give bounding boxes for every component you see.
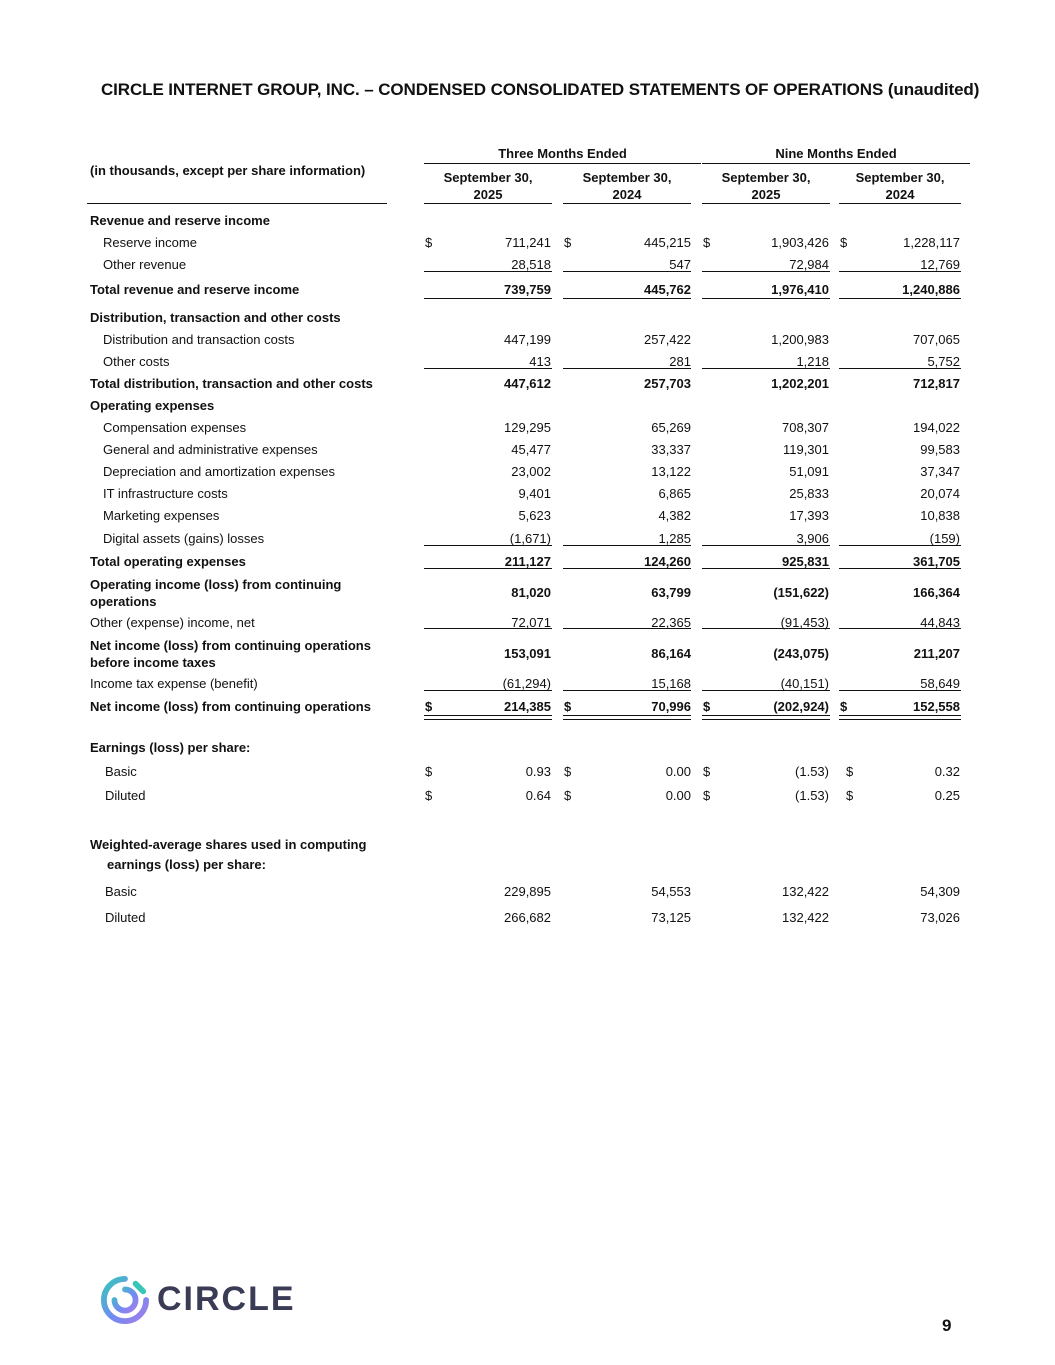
row-label: Operating income (loss) from continuing operations [90,577,342,609]
table-cell: 739,759 [504,282,551,297]
table-cell: 12,769 [920,257,960,272]
table-cell: 925,831 [782,554,829,569]
table-cell: 0.93 [525,764,551,779]
table-cell: 712,817 [913,376,960,391]
table-cell: (1.53) [795,788,829,803]
table-cell: 63,799 [651,585,691,600]
row-label: Depreciation and amortization expenses [103,464,335,479]
row-label: Digital assets (gains) losses [103,531,265,546]
underline-rule [839,719,961,720]
table-cell: 708,307 [782,420,829,435]
header-rule-col1 [424,203,552,204]
underline-rule [424,628,552,629]
table-cell: 1,228,117 [903,235,960,250]
table-cell: 25,833 [789,486,829,501]
table-cell: (159) [929,531,960,546]
table-cell: 1,976,410 [771,282,829,297]
underline-rule [424,368,552,369]
row-label: Operating expenses [90,398,215,413]
period-group-nine-months: Nine Months Ended [775,146,897,161]
currency-symbol: $ [840,699,848,714]
table-cell: 153,091 [504,646,551,661]
underline-rule [702,545,830,546]
period-group-three-months: Three Months Ended [498,146,627,161]
table-cell: 58,649 [920,676,960,691]
table-cell: 445,215 [644,235,691,250]
underline-rule [424,271,552,272]
row-label: Diluted [105,788,146,803]
row-label: Other (expense) income, net [90,615,255,630]
table-cell: 129,295 [504,420,551,435]
table-cell: 211,127 [504,554,551,569]
underline-rule [702,298,830,299]
underline-rule [839,690,961,691]
currency-symbol: $ [425,699,433,714]
group-rule-three-months [424,163,701,164]
underline-rule [424,715,552,716]
underline-rule [702,568,830,569]
table-row [0,461,1055,483]
table-cell: 257,703 [644,376,691,391]
row-label: Compensation expenses [103,420,247,435]
page-title: CIRCLE INTERNET GROUP, INC. – CONDENSED CONSOLIDATED STATEMENTS OF OPERATIONS (unaudited) [101,80,980,99]
underline-rule [563,368,691,369]
table-row [0,483,1055,505]
table-row [0,329,1055,351]
table-cell: 1,903,426 [771,235,829,250]
table-cell: 413 [529,354,551,369]
currency-symbol: $ [425,788,433,803]
table-cell: 132,422 [782,910,829,925]
table-cell: (1,671) [509,531,551,546]
currency-symbol: $ [564,699,572,714]
table-row [0,577,1055,609]
row-label: Total operating expenses [90,554,246,569]
underline-rule [839,628,961,629]
table-row [0,307,1055,329]
column-header-9m-2024: September 30, 2024 [855,170,945,202]
currency-symbol: $ [703,764,711,779]
table-cell: 0.00 [665,764,691,779]
row-label: Basic [105,884,137,899]
underline-rule [563,271,691,272]
table-cell: 37,347 [920,464,960,479]
table-row [0,612,1055,634]
table-row [0,785,1055,807]
table-cell: 447,199 [504,332,551,347]
underline-rule [563,545,691,546]
table-cell: (151,622) [773,585,829,600]
table-cell: 166,364 [913,585,960,600]
table-row [0,373,1055,395]
column-header-9m-2025: September 30, 2025 [721,170,811,202]
table-row [0,505,1055,527]
row-label: Revenue and reserve income [90,213,270,228]
eps-section [0,737,1055,759]
underline-rule [702,628,830,629]
group-rule-nine-months [702,163,970,164]
section-heading: Earnings (loss) per share: [90,740,251,755]
table-cell: 0.32 [934,764,960,779]
table-cell: 28,518 [511,257,551,272]
table-cell: 711,241 [504,235,551,250]
currency-symbol: $ [425,764,433,779]
table-cell: 65,269 [651,420,691,435]
currency-symbol: $ [846,788,854,803]
units-label: (in thousands, except per share information) [90,163,366,178]
underline-rule [839,545,961,546]
currency-symbol: $ [425,235,433,250]
row-label: Diluted [105,910,146,925]
row-label: Net income (loss) from continuing operations before income taxes [90,638,371,670]
table-cell: 73,125 [651,910,691,925]
column-header-q3-2024: September 30, 2024 [582,170,672,202]
table-row [0,673,1055,695]
currency-symbol: $ [564,764,572,779]
underline-rule [702,271,830,272]
currency-symbol: $ [564,788,572,803]
row-label: Basic [105,764,137,779]
row-label: Total distribution, transaction and other costs [90,376,373,391]
row-label: Reserve income [103,235,197,250]
table-cell: 5,623 [518,508,551,523]
row-label: Other revenue [103,257,187,272]
section-heading: Weighted-average shares used in computing earnings (loss) per share: [90,837,367,872]
table-cell: 707,065 [913,332,960,347]
table-cell: (61,294) [502,676,551,691]
table-cell: (243,075) [773,646,829,661]
table-cell: (40,151) [780,676,829,691]
circle-logo-icon [100,1276,150,1324]
table-cell: 86,164 [651,646,691,661]
underline-rule [563,719,691,720]
table-row [0,907,1055,929]
table-cell: 51,091 [789,464,829,479]
table-row [0,528,1055,550]
row-label: General and administrative expenses [103,442,318,457]
underline-rule [702,719,830,720]
table-row [0,761,1055,783]
row-label: Distribution, transaction and other costs [90,310,341,325]
table-cell: 73,026 [920,910,960,925]
underline-rule [702,715,830,716]
table-cell: 447,612 [504,376,551,391]
underline-rule [702,368,830,369]
table-row [0,881,1055,903]
table-cell: 0.25 [934,788,960,803]
table-cell: 266,682 [504,910,551,925]
table-cell: 119,301 [782,442,829,457]
underline-rule [424,298,552,299]
underline-rule [702,690,830,691]
row-label: Marketing expenses [103,508,220,523]
table-cell: 229,895 [504,884,551,899]
table-cell: 6,865 [658,486,691,501]
table-cell: 17,393 [789,508,829,523]
table-cell: 23,002 [511,464,551,479]
table-cell: 194,022 [913,420,960,435]
table-cell: 9,401 [518,486,551,501]
table-cell: 1,202,201 [771,376,829,391]
table-cell: 4,382 [658,508,691,523]
header-rule-col4 [839,203,961,204]
table-cell: 1,218 [796,354,829,369]
table-cell: 10,838 [920,508,960,523]
currency-symbol: $ [703,235,711,250]
circle-wordmark: CIRCLE [157,1280,296,1318]
table-row [0,417,1055,439]
row-label: Other costs [103,354,170,369]
table-cell: 3,906 [796,531,829,546]
page-number: 9 [942,1316,952,1335]
table-cell: 1,240,886 [902,282,960,297]
table-cell: (1.53) [795,764,829,779]
table-cell: 72,984 [789,257,829,272]
table-cell: 70,996 [651,699,691,714]
underline-rule [839,568,961,569]
currency-symbol: $ [846,764,854,779]
column-header-q3-2025: September 30, 2025 [443,170,533,202]
underline-rule [839,368,961,369]
underline-rule [563,568,691,569]
table-row [0,638,1055,670]
table-cell: (202,924) [773,699,829,714]
table-cell: 22,365 [651,615,691,630]
table-row [0,551,1055,573]
table-cell: 152,558 [913,699,960,714]
table-cell: 132,422 [782,884,829,899]
table-row [0,439,1055,461]
underline-rule [563,298,691,299]
row-label: Total revenue and reserve income [90,282,300,297]
row-label: Net income (loss) from continuing operations [90,699,371,714]
table-cell: 0.64 [525,788,551,803]
table-cell: 81,020 [511,585,551,600]
table-cell: 211,207 [913,646,960,661]
table-cell: 547 [669,257,691,272]
table-cell: 54,309 [920,884,960,899]
row-label: Income tax expense (benefit) [90,676,258,691]
header-rule-col2 [563,203,691,204]
underline-rule [424,545,552,546]
underline-rule [563,715,691,716]
label-header-rule [87,203,387,204]
table-cell: 1,285 [658,531,691,546]
table-cell: 99,583 [920,442,960,457]
table-cell: 281 [669,354,691,369]
underline-rule [424,719,552,720]
underline-rule [424,690,552,691]
table-row [0,254,1055,276]
row-label: Distribution and transaction costs [103,332,295,347]
currency-symbol: $ [703,699,711,714]
table-row [0,210,1055,232]
table-cell: 0.00 [665,788,691,803]
table-row [0,351,1055,373]
table-cell: 15,168 [651,676,691,691]
currency-symbol: $ [840,235,848,250]
underline-rule [563,628,691,629]
underline-rule [424,568,552,569]
table-cell: 54,553 [651,884,691,899]
table-cell: 361,705 [913,554,960,569]
table-cell: 257,422 [644,332,691,347]
table-row [0,232,1055,254]
table-cell: 45,477 [511,442,551,457]
table-cell: 214,385 [504,699,551,714]
currency-symbol: $ [564,235,572,250]
table-cell: 124,260 [644,554,691,569]
table-cell: 1,200,983 [771,332,829,347]
row-label: IT infrastructure costs [103,486,228,501]
table-cell: 13,122 [651,464,691,479]
table-cell: 445,762 [644,282,691,297]
table-cell: 20,074 [920,486,960,501]
underline-rule [839,298,961,299]
underline-rule [839,715,961,716]
underline-rule [839,271,961,272]
header-rule-col3 [702,203,830,204]
table-cell: 44,843 [920,615,960,630]
table-cell: 5,752 [927,354,960,369]
table-row [0,395,1055,417]
table-cell: 33,337 [651,442,691,457]
table-cell: (91,453) [780,615,829,630]
currency-symbol: $ [703,788,711,803]
underline-rule [563,690,691,691]
shares-section [0,832,1055,872]
table-cell: 72,071 [511,615,551,630]
